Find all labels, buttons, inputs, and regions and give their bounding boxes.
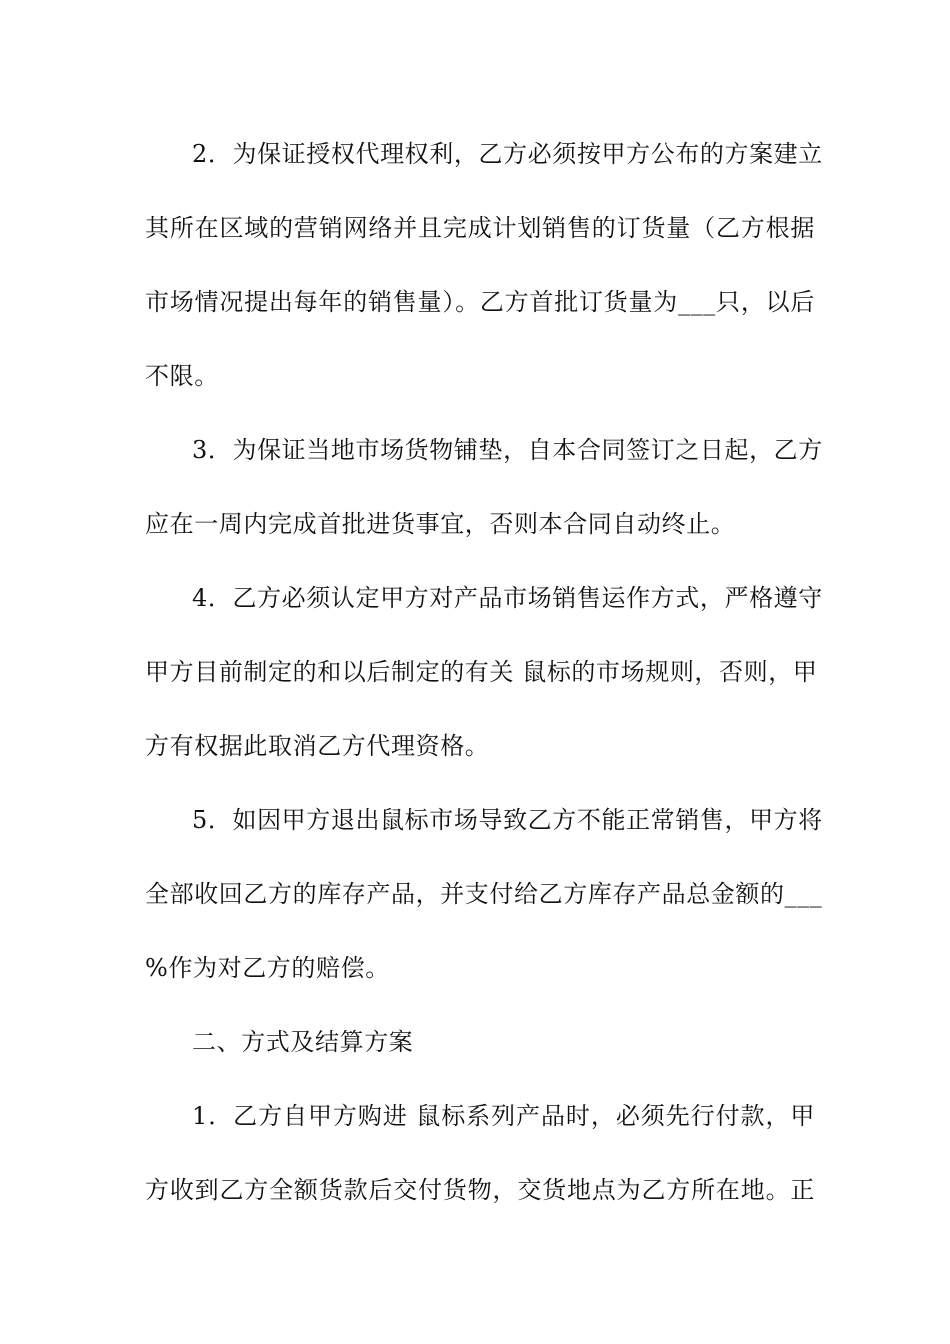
- paragraph-5-line-1: 5．如因甲方退出鼠标市场导致乙方不能正常销售，甲方将: [192, 806, 823, 834]
- paragraph-2-line-3: 市场情况提出每年的销售量）。乙方首批订货量为___只，以后: [145, 288, 815, 316]
- section-2-paragraph-1-line-1: 1．乙方自甲方购进 鼠标系列产品时，必须先行付款，甲: [192, 1102, 815, 1130]
- paragraph-3-line-1: 3．为保证当地市场货物铺垫，自本合同签订之日起，乙方: [192, 436, 823, 464]
- section-2-paragraph-1-line-2: 方收到乙方全额货款后交付货物，交货地点为乙方所在地。正: [145, 1176, 815, 1204]
- paragraph-4-line-2: 甲方目前制定的和以后制定的有关 鼠标的市场规则，否则，甲: [145, 658, 818, 686]
- paragraph-5-line-3: %作为对乙方的赔偿。: [145, 954, 390, 982]
- paragraph-3-line-2: 应在一周内完成首批进货事宜，否则本合同自动终止。: [145, 510, 736, 538]
- paragraph-4-line-1: 4．乙方必须认定甲方对产品市场销售运作方式，严格遵守: [192, 584, 823, 612]
- paragraph-5-line-2: 全部收回乙方的库存产品，并支付给乙方库存产品总金额的___: [145, 880, 823, 908]
- paragraph-4-line-3: 方有权据此取消乙方代理资格。: [145, 732, 490, 760]
- paragraph-2-line-2: 其所在区域的营销网络并且完成计划销售的订货量（乙方根据: [145, 214, 815, 242]
- paragraph-2-line-4: 不限。: [145, 362, 219, 390]
- section-heading: 二、方式及结算方案: [192, 1028, 414, 1056]
- paragraph-2-line-1: 2．为保证授权代理权利，乙方必须按甲方公布的方案建立: [192, 140, 823, 168]
